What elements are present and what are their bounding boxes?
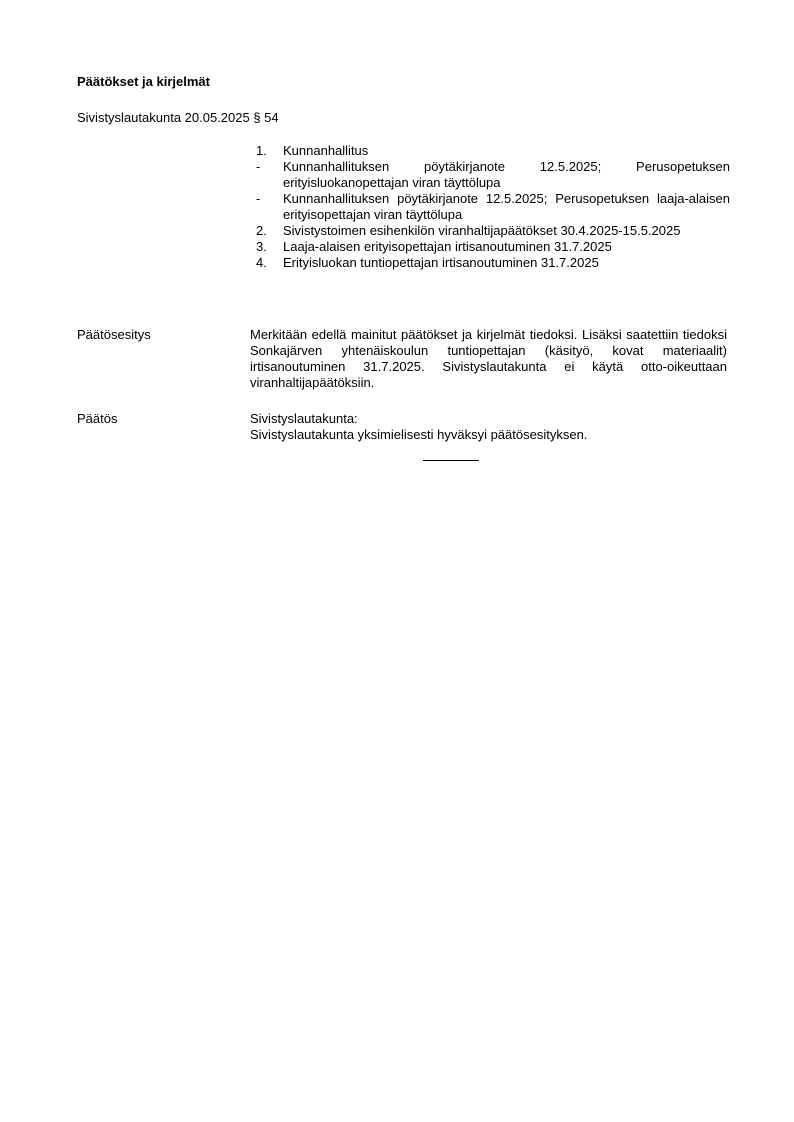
list-marker: - <box>256 159 261 174</box>
list-item <box>250 159 730 191</box>
list-item <box>250 239 730 255</box>
list-item-text: Sivistystoimen esihenkilön viranhaltijapäätökset 30.4.2025-15.5.2025 <box>283 223 681 238</box>
list-marker: 2. <box>256 223 267 238</box>
list-marker: 3. <box>256 239 267 254</box>
proposal-text: Merkitään edellä mainitut päätökset ja kirjelmät tiedoksi. Lisäksi saatettiin tiedoksi Sonkajärven yhtenäiskoulun tuntiopettajan (käsityö, kovat materiaalit) irtisanoutuminen 31.7.2025. Sivistyslautakunta ei käytä otto-oikeuttaan viranhaltijapäätöksiin. <box>250 327 727 390</box>
decision-body-heading: Sivistyslautakunta: <box>250 411 358 426</box>
meeting-reference: Sivistyslautakunta 20.05.2025 § 54 <box>77 110 279 125</box>
list-marker: 1. <box>256 143 267 158</box>
notice-list <box>250 143 730 271</box>
list-item <box>250 223 730 239</box>
list-marker: - <box>256 191 261 206</box>
decision-label: Päätös <box>77 411 118 426</box>
list-item-text: Erityisluokan tuntiopettajan irtisanoutuminen 31.7.2025 <box>283 255 599 270</box>
list-item-text: Kunnanhallitus <box>283 143 369 158</box>
list-item <box>250 143 730 159</box>
proposal-label: Päätösesitys <box>77 327 151 342</box>
list-item-text: Laaja-alaisen erityisopettajan irtisanoutuminen 31.7.2025 <box>283 239 612 254</box>
list-item <box>250 191 730 223</box>
decision-content <box>250 411 727 443</box>
list-item-text: Kunnanhallituksen pöytäkirjanote 12.5.2025; Perusopetuksen erityisluokanopettajan viran täyttölupa <box>283 159 730 190</box>
decision-text: Sivistyslautakunta yksimielisesti hyväksyi päätösesityksen. <box>250 427 588 442</box>
section-divider <box>423 460 479 461</box>
list-item-text: Kunnanhallituksen pöytäkirjanote 12.5.2025; Perusopetuksen laaja-alaisen erityisopettajan viran täyttölupa <box>283 191 730 222</box>
page-title: Päätökset ja kirjelmät <box>77 74 210 89</box>
list-item <box>250 255 730 271</box>
list-marker: 4. <box>256 255 267 270</box>
